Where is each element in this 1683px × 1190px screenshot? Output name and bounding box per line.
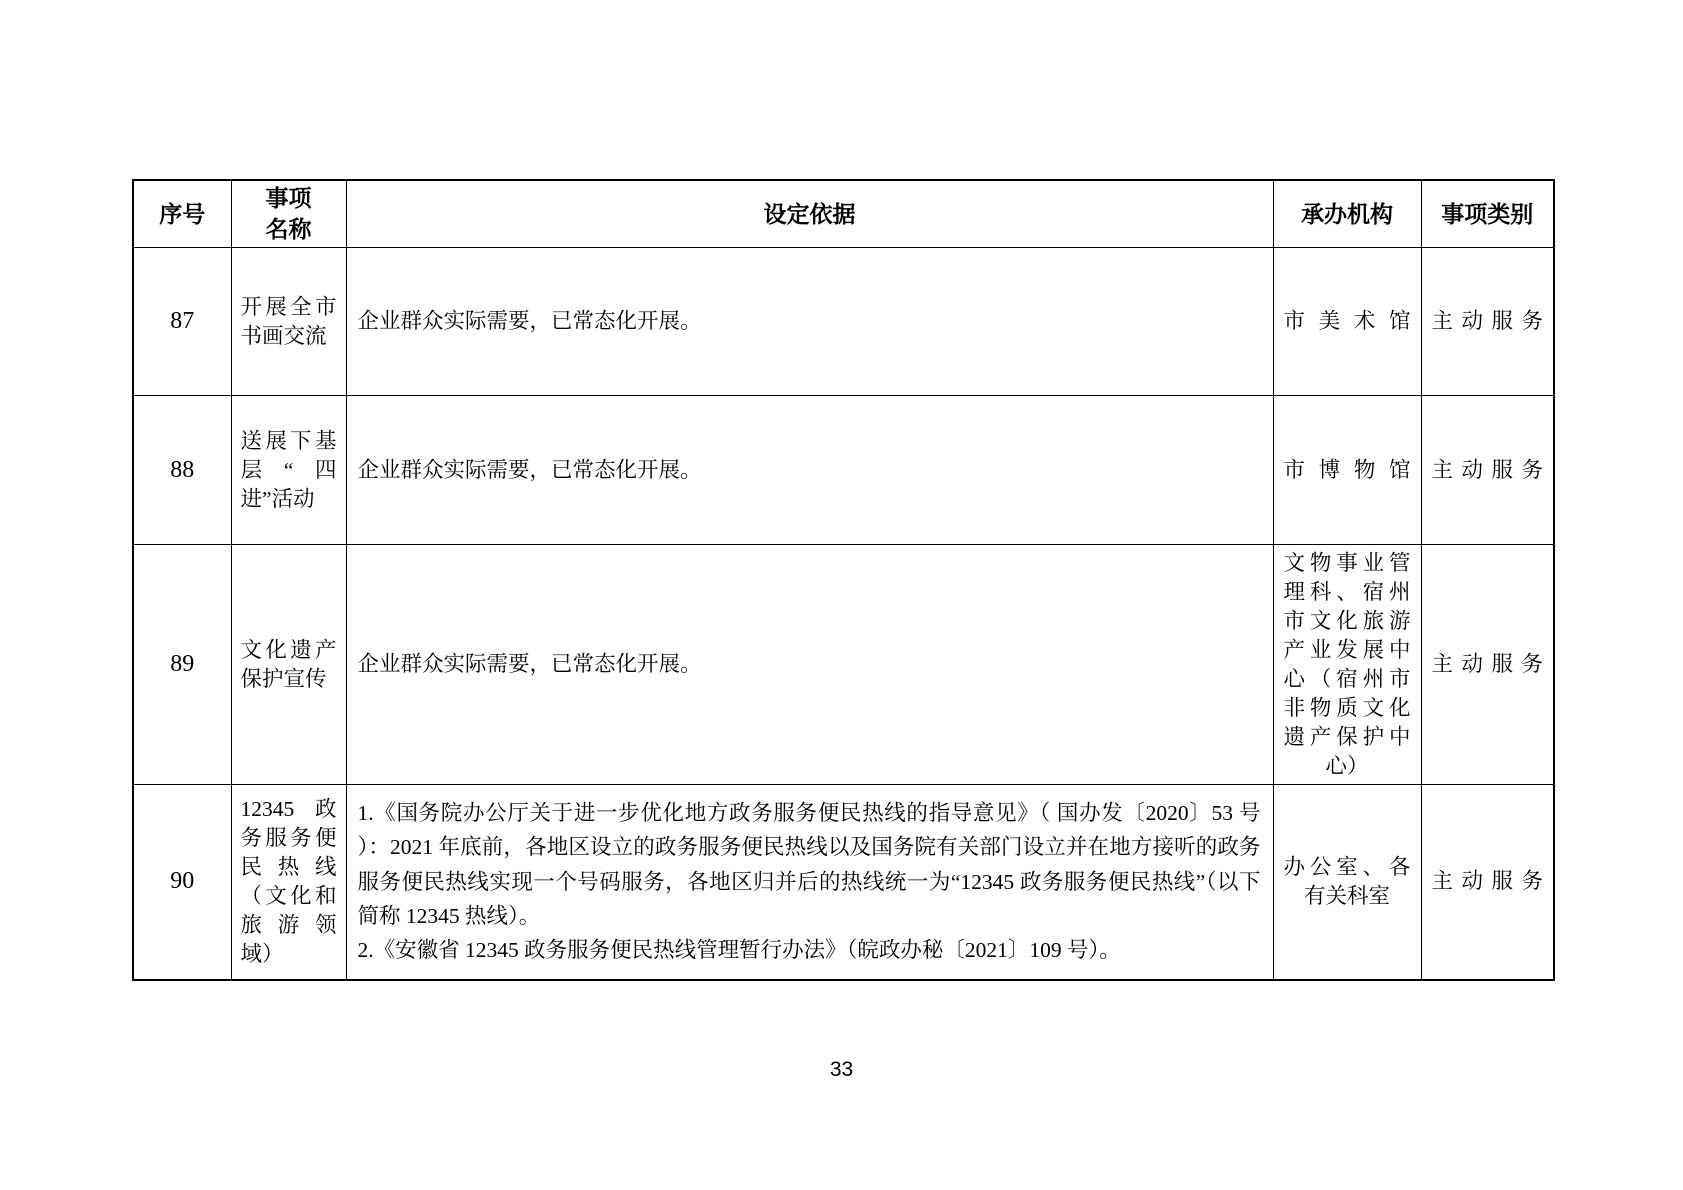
basis-text: 企业群众实际需要，已常态化开展。 [357,652,702,677]
basis-text: 企业群众实际需要，已常态化开展。 [357,309,702,334]
row-number-cell: 89 [133,545,231,785]
item-name-cell: 开展全市书画交流 [231,248,346,396]
row-number-cell: 90 [133,785,231,980]
org-cell: 市博物馆 [1273,396,1421,545]
org-cell: 办公室、各有关科室 [1273,785,1421,980]
category-cell: 主动服务 [1421,248,1554,396]
basis-text: 2.《安徽省 12345 政务服务便民热线管理暂行办法》（皖政办秘〔2021〕109 号）。 [357,938,1121,963]
table-row-88 [133,396,1554,545]
table-row-87 [133,248,1554,396]
item-name-cell: 文化遗产保护宣传 [231,545,346,785]
category-cell: 主动服务 [1421,545,1554,785]
basis-cell [346,785,1273,980]
header-name [231,180,346,248]
category-cell: 主动服务 [1421,396,1554,545]
table-row-90 [133,785,1554,980]
service-items-table [132,179,1555,981]
basis-cell [346,545,1273,785]
basis-cell [346,248,1273,396]
org-cell: 市美术馆 [1273,248,1421,396]
category-cell: 主动服务 [1421,785,1554,980]
item-name-cell: 12345 政务服务便民热线（文化和旅游领域） [231,785,346,980]
row-number-cell: 87 [133,248,231,396]
page-number: 33 [829,1058,854,1081]
header-category: 事项类别 [1421,180,1554,248]
table-row-89 [133,545,1554,785]
org-cell: 文物事业管理科、宿州市文化旅游产业发展中心（宿州市非物质文化遗产保护中心） [1273,545,1421,785]
basis-text: 1.《国务院办公厅关于进一步优化地方政务服务便民热线的指导意见》（ 国办发〔2020〕53 号 ）：2021 年底前，各地区设立的政务服务便民热线以及国务院有关部门设立并在地方接听的政务服务便民热线实现一个号码服务，各地区归并后的热线统一为“12345 政务服务便民热线”（以下简称 12345 热线）。 [357,800,1261,929]
basis-cell [346,396,1273,545]
table-header-row [133,180,1554,248]
header-name-label: 事项名称 [265,186,312,243]
row-number-cell: 88 [133,396,231,545]
basis-text: 企业群众实际需要，已常态化开展。 [357,457,702,482]
header-org: 承办机构 [1273,180,1421,248]
header-basis: 设定依据 [346,180,1273,248]
item-name-cell: 送展下基层“四进”活动 [231,396,346,545]
header-no: 序号 [133,180,231,248]
